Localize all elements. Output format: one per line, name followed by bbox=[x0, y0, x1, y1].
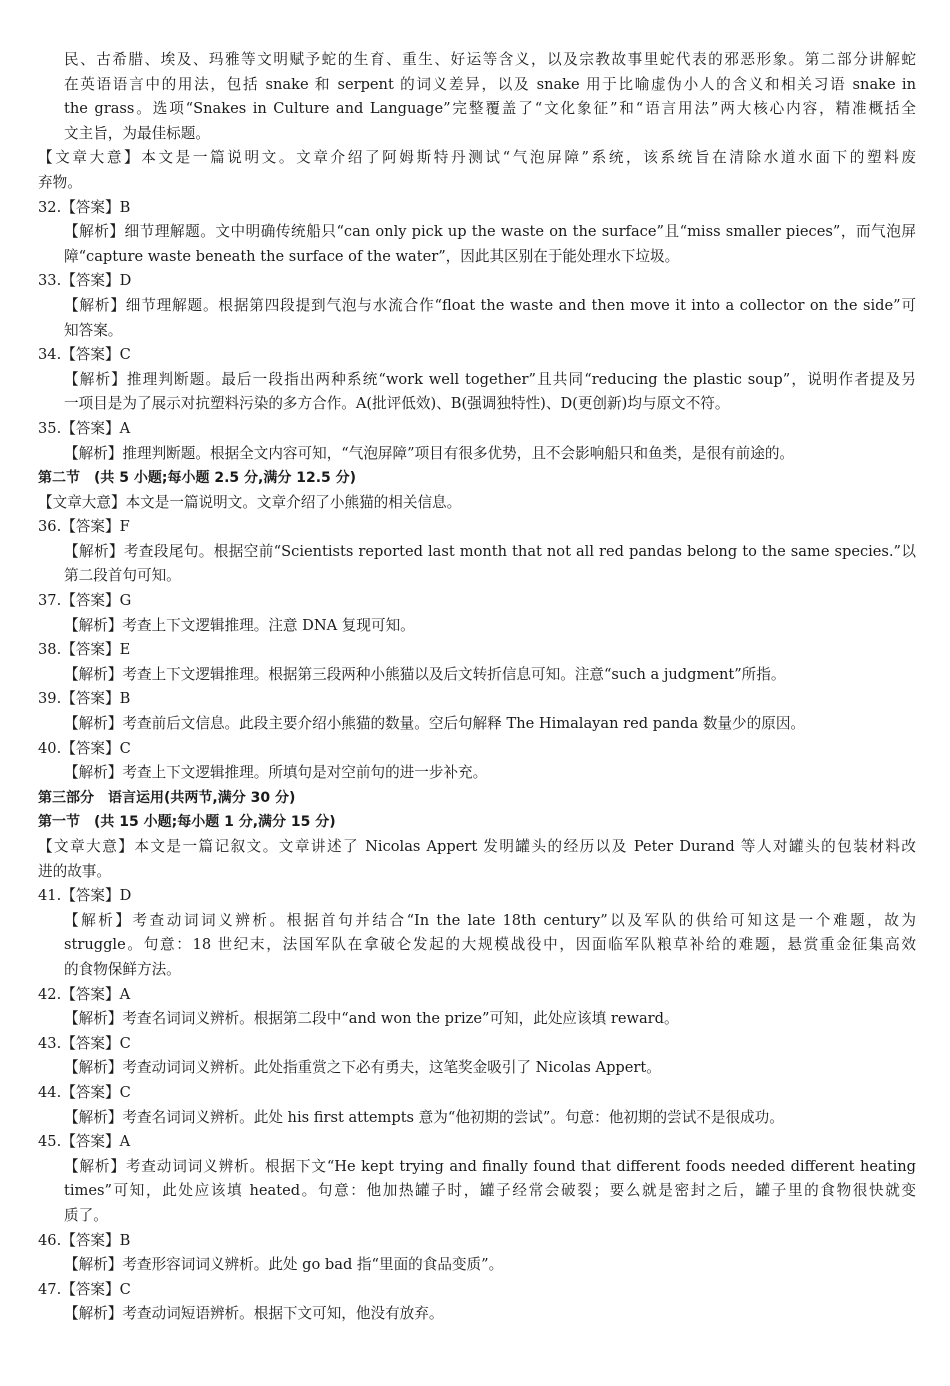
text-line: 障“capture waste beneath the surface of the water”，因此其区别在于能处理水下垃圾。 bbox=[64, 247, 680, 265]
text-line: 【解析】考查动词词义辨析。根据首句并结合“In the late 18th century”以及军队的供给可知这是一个难题，故为 bbox=[64, 911, 916, 929]
text-line: 44.【答案】C bbox=[38, 1083, 131, 1101]
text-line: struggle。句意：18 世纪末，法国军队在拿破仑发起的大规模战役中，因面临军队粮草补给的难题，悬赏重金征集高效 bbox=[64, 936, 916, 954]
text-line: 知答案。 bbox=[64, 321, 123, 339]
section-heading: 第二节 (共 5 小题;每小题 2.5 分,满分 12.5 分) bbox=[38, 470, 357, 487]
text-line: the grass。选项“Snakes in Culture and Language”完整覆盖了“文化象征”和“语言用法”两大核心内容，精准概括全 bbox=[64, 100, 916, 118]
text-line: 35.【答案】A bbox=[38, 419, 131, 437]
text-line: 的食物保鲜方法。 bbox=[64, 960, 181, 978]
text-line: 【解析】考查段尾句。根据空前“Scientists reported last month that not all red pandas belong to the same species.”以 bbox=[64, 542, 916, 560]
text-line: 【解析】考查动词词义辨析。此处指重赏之下必有勇夫，这笔奖金吸引了 Nicolas Appert。 bbox=[64, 1059, 661, 1077]
section-heading: 第三部分 语言运用(共两节,满分 30 分) bbox=[38, 789, 296, 806]
text-line: 【文章大意】本文是一篇说明文。文章介绍了阿姆斯特丹测试“气泡屏障”系统，该系统旨在清除水道水面下的塑料废 bbox=[38, 149, 916, 167]
text-line: 40.【答案】C bbox=[38, 739, 131, 757]
text-line: 质了。 bbox=[64, 1206, 108, 1224]
text-line: 【解析】考查名词词义辨析。此处 his first attempts 意为“他初期的尝试”。句意：他初期的尝试不是很成功。 bbox=[64, 1108, 784, 1126]
text-line: 36.【答案】F bbox=[38, 518, 130, 536]
text-line: 文主旨，为最佳标题。 bbox=[64, 124, 210, 142]
text-line: 在英语语言中的用法，包括 snake 和 serpent 的词义差异，以及 snake 用于比喻虚伪小人的含义和相关习语 snake in bbox=[64, 75, 916, 93]
text-line: 【解析】考查上下文逻辑推理。根据第三段两种小熊猫以及后文转折信息可知。注意“such a judgment”所指。 bbox=[64, 665, 786, 683]
text-line: 【解析】考查名词词义辨析。根据第二段中“and won the prize”可知，此处应该填 reward。 bbox=[64, 1010, 679, 1028]
text-line: 【解析】推理判断题。最后一段指出两种系统“work well together”且共同“reducing the plastic soup”，说明作者提及另 bbox=[64, 370, 916, 388]
text-line: 47.【答案】C bbox=[38, 1280, 131, 1298]
section-heading: 第一节 (共 15 小题;每小题 1 分,满分 15 分) bbox=[38, 814, 336, 831]
text-line: 34.【答案】C bbox=[38, 346, 131, 364]
text-line: 【解析】考查动词词义辨析。根据下文“He kept trying and finally found that different foods needed different heating bbox=[64, 1157, 916, 1175]
text-line: 民、古希腊、埃及、玛雅等文明赋予蛇的生育、重生、好运等含义，以及宗教故事里蛇代表的邪恶形象。第二部分讲解蛇 bbox=[64, 51, 916, 68]
text-line: 42.【答案】A bbox=[38, 985, 131, 1003]
text-line: 45.【答案】A bbox=[38, 1133, 131, 1151]
text-line: 【解析】考查前后文信息。此段主要介绍小熊猫的数量。空后句解释 The Himalayan red panda 数量少的原因。 bbox=[64, 715, 806, 733]
text-line: 一项目是为了展示对抗塑料污染的多方合作。A(批评低效)、B(强调独特性)、D(更创新)均与原文不符。 bbox=[64, 395, 730, 413]
text-line: 41.【答案】D bbox=[38, 887, 132, 905]
text-line: 【解析】细节理解题。根据第四段提到气泡与水流合作“float the waste and then move it into a collector on the side”可 bbox=[64, 296, 916, 314]
text-line: 39.【答案】B bbox=[38, 690, 131, 708]
text-line: 【解析】考查上下文逻辑推理。注意 DNA 复现可知。 bbox=[64, 616, 415, 634]
text-line: 【解析】细节理解题。文中明确传统船只“can only pick up the waste on the surface”且“miss smaller pieces”，而气泡屏 bbox=[64, 223, 916, 241]
answer-key-page bbox=[38, 48, 916, 1327]
text-line: 【解析】推理判断题。根据全文内容可知，“气泡屏障”项目有很多优势，且不会影响船只和鱼类，是很有前途的。 bbox=[64, 444, 795, 462]
text-line: 37.【答案】G bbox=[38, 592, 132, 610]
text-line: 32.【答案】B bbox=[38, 198, 131, 216]
text-line: 进的故事。 bbox=[38, 862, 111, 880]
text-line: 【解析】考查上下文逻辑推理。所填句是对空前句的进一步补充。 bbox=[64, 764, 488, 782]
text-line: 46.【答案】B bbox=[38, 1231, 131, 1249]
text-line: times”可知，此处应该填 heated。句意：他加热罐子时，罐子经常会破裂；要么就是密封之后，罐子里的食物很快就变 bbox=[64, 1182, 916, 1200]
text-line: 第二段首句可知。 bbox=[64, 567, 181, 585]
text-line: 【解析】考查形容词词义辨析。此处 go bad 指“里面的食品变质”。 bbox=[64, 1256, 504, 1274]
text-line: 【文章大意】本文是一篇记叙文。文章讲述了 Nicolas Appert 发明罐头的经历以及 Peter Durand 等人对罐头的包装材料改 bbox=[38, 838, 916, 855]
text-line: 43.【答案】C bbox=[38, 1034, 131, 1052]
text-line: 弃物。 bbox=[38, 173, 82, 191]
text-line: 【文章大意】本文是一篇说明文。文章介绍了小熊猫的相关信息。 bbox=[38, 493, 462, 511]
text-line: 38.【答案】E bbox=[38, 641, 131, 659]
text-line: 33.【答案】D bbox=[38, 272, 132, 290]
text-line: 【解析】考查动词短语辨析。根据下文可知，他没有放弃。 bbox=[64, 1305, 444, 1323]
